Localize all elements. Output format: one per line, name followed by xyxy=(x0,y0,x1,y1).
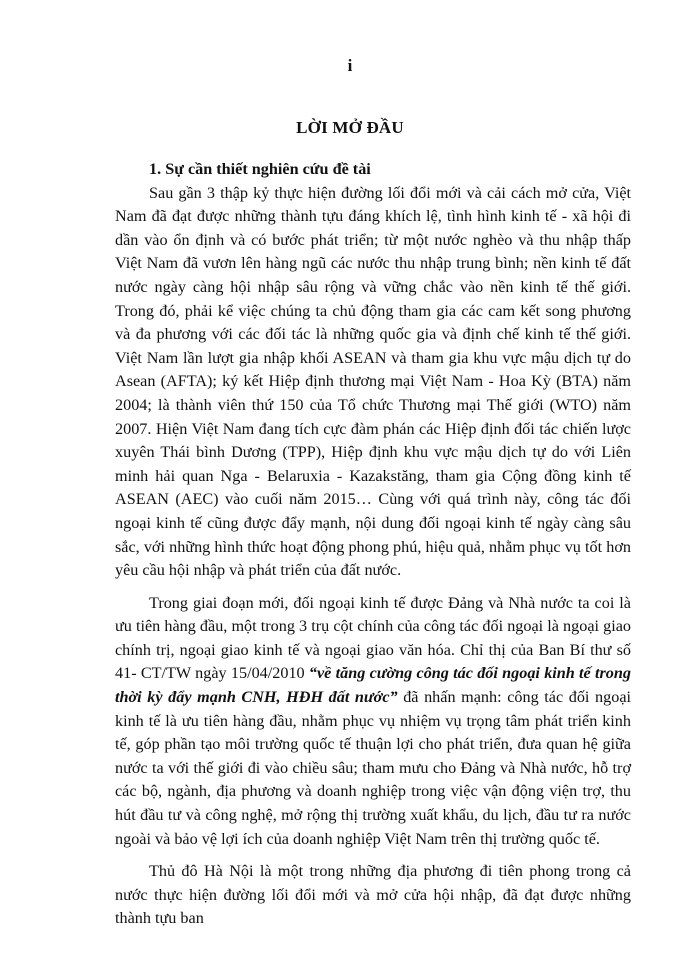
paragraph-1: Sau gần 3 thập kỷ thực hiện đường lối đổi mới và cải cách mở cửa, Việt Nam đã đạt được những thành tựu đáng khích lệ, tình hình kinh tế - xã hội đi dần vào ổn định và có bước phát triển; từ một nước nghèo và thu nhập thấp Việt Nam đã vươn lên hàng ngũ các nước thu nhập trung bình; nền kinh tế đất nước ngày càng hội nhập sâu rộng và vững chắc vào nền kinh tế thế giới. Trong đó, phải kể việc chúng ta chủ động tham gia các cam kết song phương và đa phương với các đối tác là những quốc gia và định chế kinh tế thế giới. Việt Nam lần lượt gia nhập khối ASEAN và tham gia khu vực mậu dịch tự do Asean (AFTA); ký kết Hiệp định thương mại Việt Nam - Hoa Kỳ (BTA) năm 2004; là thành viên thứ 150 của Tổ chức Thương mại Thế giới (WTO) năm 2007. Hiện Việt Nam đang tích cực đàm phán các Hiệp định đối tác chiến lược xuyên Thái bình Dương (TPP), Hiệp định khu vực mậu dịch tự do với Liên minh hải quan Nga - Belaruxia - Kazakstăng, tham gia Cộng đồng kinh tế ASEAN (AEC) vào cuối năm 2015… Cùng với quá trình này, công tác đối ngoại kinh tế cũng được đẩy mạnh, nội dung đối ngoại kinh tế ngày càng sâu sắc, với những hình thức hoạt động phong phú, hiệu quả, nhằm phục vụ tốt hơn yêu cầu hội nhập và phát triển của đất nước. xyxy=(115,183,631,580)
page-title: LỜI MỞ ĐẦU xyxy=(296,118,404,137)
page-number: i xyxy=(347,56,353,75)
section-heading: 1. Sự cần thiết nghiên cứu đề tài xyxy=(149,160,371,178)
document-body xyxy=(115,158,631,931)
paragraph-2 xyxy=(115,592,631,852)
paragraph-2-text-after: đã nhấn mạnh: công tác đối ngoại kinh tế là ưu tiên hàng đầu, nhằm phục vụ nhiệm vụ trọng tâm phát triển kinh tế, góp phần tạo môi trường quốc tế thuận lợi cho phát triển, đưa quan hệ giữa nước ta với thế giới đi vào chiều sâu; tham mưu cho Đảng và Nhà nước, hỗ trợ các bộ, ngành, địa phương và doanh nghiệp trong việc vận động viện trợ, thu hút đầu tư và công nghệ, mở rộng thị trường xuất khẩu, du lịch, đầu tư ra nước ngoài và bảo vệ lợi ích của doanh nghiệp Việt Nam trên thị trường quốc tế. xyxy=(115,688,631,848)
paragraph-3: Thủ đô Hà Nội là một trong những địa phương đi tiên phong trong cả nước thực hiện đường lối đổi mới và mở cửa hội nhập, đã đạt được những thành tựu ban xyxy=(115,862,631,928)
paragraph-2-text-before: Trong giai đoạn mới, đối ngoại kinh tế được Đảng và Nhà nước ta coi là ưu tiên hàng đầu, một trong 3 trụ cột chính của công tác đối ngoại là ngoại giao chính trị, ngoại giao kinh tế và ngoại giao văn hóa. Chỉ thị của Ban Bí thư số 41- CT/TW ngày 15/04/2010 xyxy=(115,593,631,683)
paragraph-2-emphasis: “về tăng cường công tác đối ngoại kinh tế trong thời kỳ đẩy mạnh CNH, HĐH đất nước” xyxy=(115,664,631,707)
